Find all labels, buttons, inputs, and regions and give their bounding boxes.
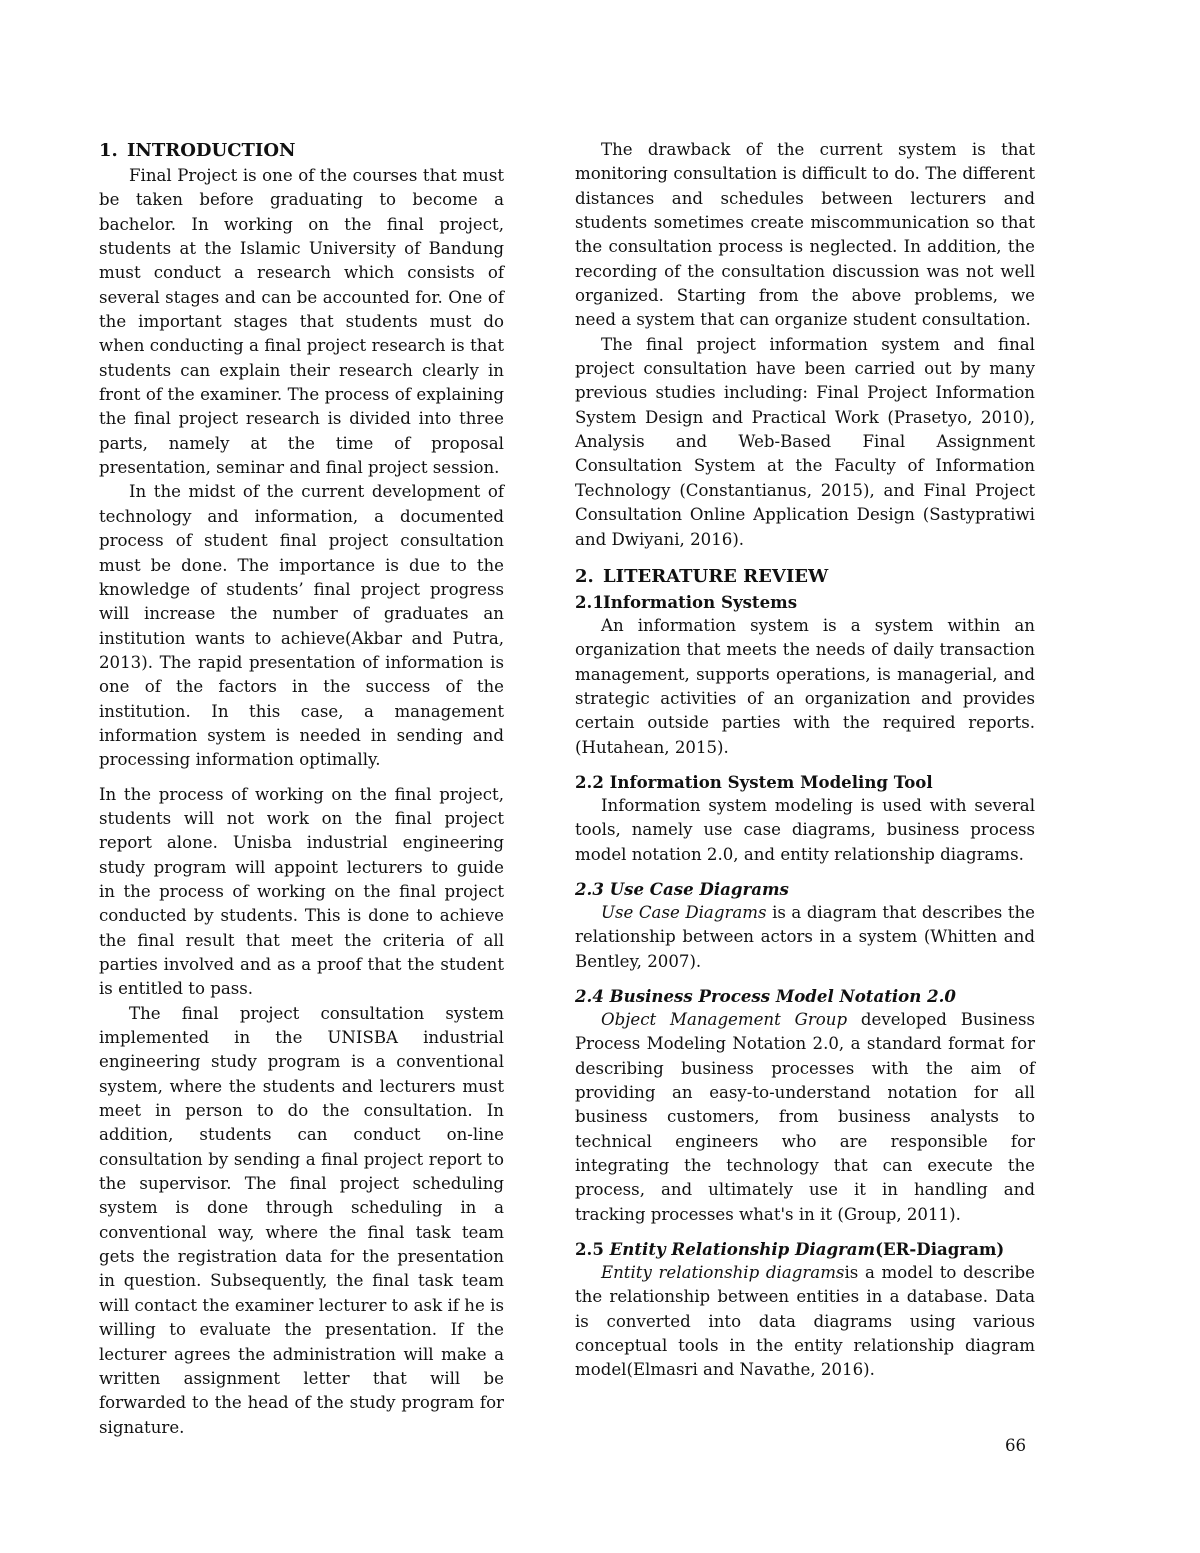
intro-heading [99,138,504,164]
section-2-3-text: is a diagram that describes the relationship between actors in a system (Whitten and Bentley, 2007). [575,902,1035,971]
section-2-3-heading: 2.3 Use Case Diagrams [575,878,789,899]
section-2-1-text: An information system is a system within an organization that meets the needs of daily transaction management, supports operations, is managerial, and strategic activities of an organization and provides certain outside parties with the required reports. (Hutahean, 2015). [575,615,1035,757]
section-2-1-title: Information Systems [603,591,798,612]
section-2-5-title-rest: (ER-Diagram) [875,1239,1005,1260]
intro-paragraph-5: The drawback of the current system is that monitoring consultation is difficult to do. The different distances and schedules between lecturers and students sometimes create miscommunication so that the consultation process is neglected. In addition, the recording of the consultation discussion was not well organized. Starting from the above problems, we need a system that can organize student consultation. [575,140,1035,330]
literature-review-heading [575,564,1035,590]
page-number: 66 [1005,1436,1027,1455]
intro-paragraph-1: Final Project is one of the courses that must be taken before graduating to become a bachelor. In working on the final project, students at the Islamic University of Bandung must conduct a research which consists of several stages and can be accounted for. One of the important stages that students must do when conducting a final project research is that students can explain their research clearly in front of the examiner. The process of explaining the final project research is divided into three parts, namely at the time of proposal presentation, seminar and final project session. [99,166,504,478]
section-2-1-number: 2.1 [575,591,604,612]
intro-paragraph-6: The final project information system and final project consultation have been carried out by many previous studies including: Final Project Information System Design and Practical Work (Prasetyo, 2010), Analysis and Web-Based Final Assignment Consultation System at the Faculty of Information Technology (Constantianus, 2015), and Final Project Consultation Online Application Design (Sastypratiwi and Dwiyani, 2016). [575,334,1035,549]
intro-heading-title: INTRODUCTION [127,140,296,161]
intro-paragraph-4: The final project consultation system implemented in the UNISBA industrial engineering study program is a conventional system, where the students and lecturers must meet in person to do the consultation. In addition, students can conduct on-line consultation by sending a final project report to the supervisor. The final project scheduling system is done through scheduling in a conventional way, where the final task team gets the registration data for the presentation in question. Subsequently, the final task team will contact the examiner lecturer to ask if he is willing to evaluate the presentation. If the lecturer agrees the administration will make a written assignment letter that will be forwarded to the head of the study program for signature. [99,1003,504,1437]
section-2-3-term: Use Case Diagrams [601,902,767,922]
section-2-1-heading [575,590,1035,614]
section-2-5-paragraph [575,1261,1035,1383]
intro-heading-number: 1. [99,140,118,161]
section-2-5-term: Entity relationship diagrams [601,1263,845,1283]
literature-heading-number: 2. [575,565,594,587]
section-2-4-text: developed Business Process Modeling Notation 2.0, a standard format for describing business processes with the aim of providing an easy-to-understand notation for all business customers, from business analysts to technical engineers who are responsible for integrating the technology that can execute the process, and ultimately use it in handling and tracking processes what's in it (Group, 2011). [575,1009,1035,1224]
section-2-4-term: Object Management Group [601,1009,848,1029]
section-2-5-number: 2.5 [575,1239,604,1260]
left-column [99,138,504,1440]
intro-paragraph-3: In the process of working on the final project, students will not work on the final project report alone. Unisba industrial engineering study program will appoint lecturers to guide in the process of working on the final project conducted by students. This is done to achieve the final result that meet the criteria of all parties involved and as a proof that the student is entitled to pass. [99,784,504,999]
section-2-2-heading: 2.2 Information System Modeling Tool [575,771,933,792]
section-2-5-heading [575,1237,1035,1261]
section-2-3-paragraph [575,901,1035,974]
right-column [575,138,1035,1383]
section-2-2-text: Information system modeling is used with several tools, namely use case diagrams, business process model notation 2.0, and entity relationship diagrams. [575,795,1035,864]
literature-heading-title: LITERATURE REVIEW [603,565,829,587]
section-2-5-title-italic: Entity Relationship Diagram [609,1239,876,1260]
intro-paragraph-2: In the midst of the current development of technology and information, a documented process of student final project consultation must be done. The importance is due to the knowledge of students’ final project progress will increase the number of graduates an institution wants to achieve(Akbar and Putra, 2013). The rapid presentation of information is one of the factors in the success of the institution. In this case, a management information system is needed in sending and processing information optimally. [99,482,504,770]
section-2-4-heading: 2.4 Business Process Model Notation 2.0 [575,985,956,1006]
section-2-4-paragraph [575,1008,1035,1227]
section-2-5-text: is a model to describe the relationship between entities in a database. Data is converted into data diagrams using various conceptual tools in the entity relationship diagram model(Elmasri and Navathe, 2016). [575,1263,1035,1380]
